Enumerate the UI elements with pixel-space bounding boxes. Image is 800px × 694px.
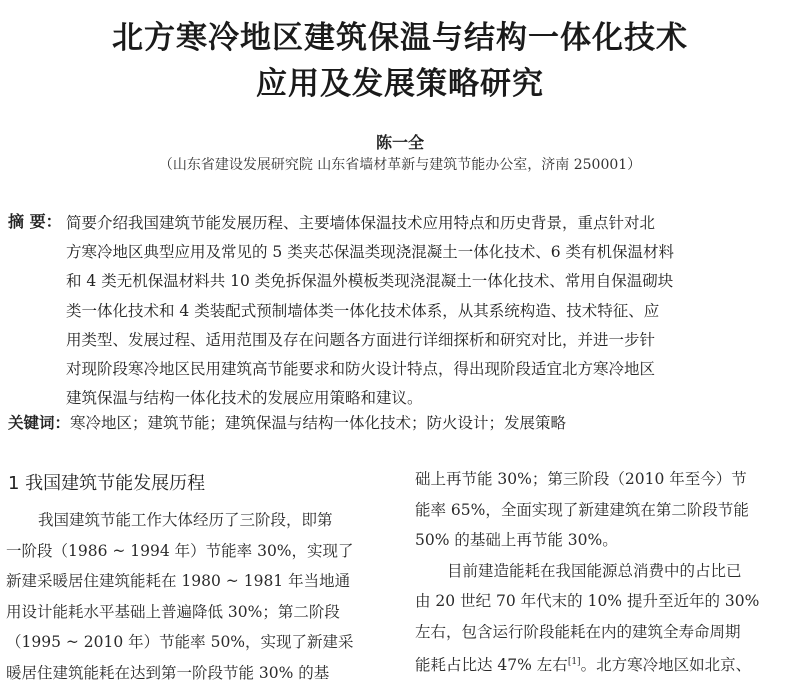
abstract-line: 类一体化技术和 4 类装配式预制墙体类一体化技术体系，从其系统构造、技术特征、应 (66, 301, 660, 320)
body-line: 我国建筑节能工作大体经历了三阶段，即第 (38, 511, 333, 529)
author: 陈一全 (375, 133, 424, 152)
keywords-label: 关键词： (8, 414, 71, 432)
body-line: 础上再节能 30%；第三阶段（2010 年至今）节 (415, 470, 747, 488)
abstract (66, 209, 796, 413)
abstract-label: 摘 要： (8, 212, 62, 231)
left-column (6, 505, 391, 688)
abstract-line: 用类型、发展过程、适用范围及存在问题各方面进行详细探析和研究对比，并进一步针 (66, 330, 656, 349)
abstract-line: 简要介绍我国建筑节能发展历程、主要墙体保温技术应用特点和历史背景，重点针对北 (66, 214, 656, 232)
body-line: 50% 的基础上再节能 30%。 (415, 531, 618, 549)
keywords (8, 409, 566, 438)
body-line: 一阶段（1986 ~ 1994 年）节能率 30%，实现了 (6, 541, 354, 560)
body-text: 。北方寒冷地区如北京、 (580, 656, 752, 675)
body-line: 用设计能耗水平基础上普遍降低 30%；第二阶段 (6, 602, 340, 621)
abstract-line: 和 4 类无机保温材料共 10 类免拆保温外模板类现浇混凝土一体化技术、常用自保温砌块 (66, 272, 674, 291)
abstract-line: 对现阶段寒冷地区民用建筑高节能要求和防火设计特点，得出现阶段适宜北方寒冷地区 (66, 359, 656, 378)
body-line: 新建采暖居住建筑能耗在 1980 ~ 1981 年当地通 (6, 572, 351, 590)
body-line: 左右，包含运行阶段能耗在内的建筑全寿命周期 (415, 622, 741, 641)
right-column (415, 464, 800, 678)
paper-title-line-2: 应用及发展策略研究 (256, 66, 544, 102)
affiliation: （山东省建设发展研究院 山东省墙材革新与建筑节能办公室，济南 250001） (158, 157, 642, 173)
citation-link[interactable]: [1] (567, 657, 581, 667)
keywords-text: 寒冷地区；建筑节能；建筑保温与结构一体化技术；防火设计；发展策略 (70, 414, 567, 432)
body-line (415, 647, 800, 678)
abstract-line: 方寒冷地区典型应用及常见的 5 类夹芯保温类现浇混凝土一体化技术、6 类有机保温材料 (66, 243, 675, 262)
abstract-line: 建筑保温与结构一体化技术的发展应用策略和建议。 (66, 389, 423, 408)
body-line: 由 20 世纪 70 年代末的 10% 提升至近年的 30% (415, 592, 760, 610)
section-heading: 1 我国建筑节能发展历程 (8, 473, 206, 494)
body-text: 能耗占比达 47% 左右 (415, 656, 568, 675)
body-line: 目前建造能耗在我国能源总消费中的占比已 (447, 561, 742, 580)
body-line: 能率 65%，全面实现了新建建筑在第二阶段节能 (415, 500, 749, 519)
body-line: 暖居住建筑能耗在达到第一阶段节能 30% 的基 (6, 663, 330, 682)
body-line: （1995 ~ 2010 年）节能率 50%，实现了新建采 (6, 633, 354, 651)
paper-title-line-1: 北方寒冷地区建筑保温与结构一体化技术 (112, 20, 688, 56)
